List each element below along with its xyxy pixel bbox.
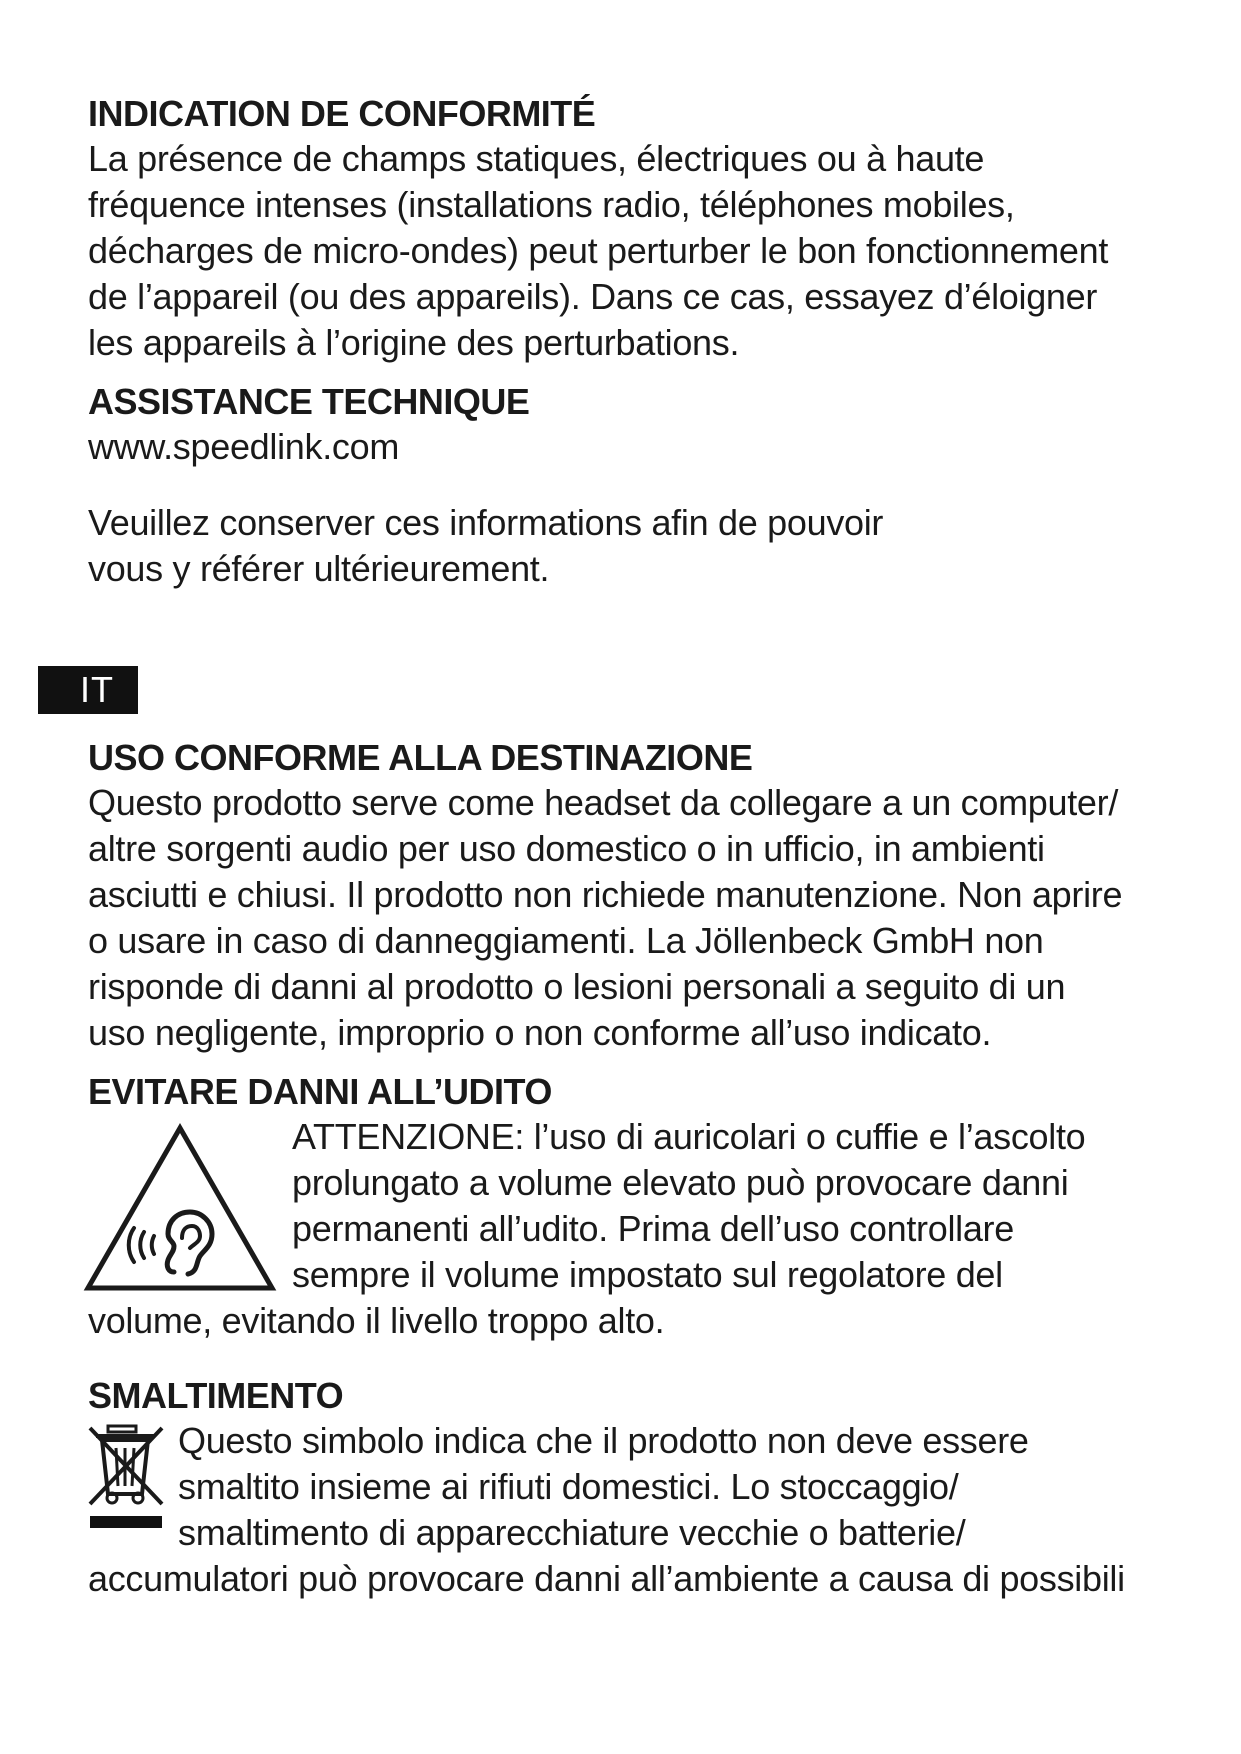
text-line: Questo simbolo indica che il prodotto non deve essere: [178, 1420, 1029, 1461]
text-line: risponde di danni al prodotto o lesioni personali a seguito di un: [88, 966, 1066, 1007]
text-line: smaltimento di apparecchiature vecchie o batterie/: [178, 1512, 966, 1553]
text-line: vous y référer ultérieurement.: [88, 548, 550, 589]
text-line: uso negligente, improprio o non conforme all’uso indicato.: [88, 1012, 992, 1053]
language-badge-it: IT: [38, 666, 138, 714]
hearing-block: [88, 1114, 1178, 1344]
text-line: asciutti e chiusi. Il prodotto non richiede manutenzione. Non aprire: [88, 874, 1123, 915]
conformity-text: [88, 136, 1178, 366]
support-note: [88, 500, 1178, 592]
text-line: accumulatori può provocare danni all’ambiente a causa di possibili: [88, 1558, 1125, 1599]
text-line: smaltito insieme ai rifiuti domestici. Lo stoccaggio/: [178, 1466, 959, 1507]
text-line: ATTENZIONE: l’uso di auricolari o cuffie e l’ascolto: [292, 1116, 1086, 1157]
text-line: sempre il volume impostato sul regolatore del: [292, 1254, 1003, 1295]
hearing-warning-icon: [82, 1122, 278, 1294]
text-line: les appareils à l’origine des perturbations.: [88, 322, 740, 363]
disposal-full-text: [88, 1556, 1178, 1602]
italian-section: [88, 736, 1178, 1602]
hearing-heading: EVITARE DANNI ALL’UDITO: [88, 1071, 552, 1112]
disposal-indented-text: [88, 1418, 1178, 1556]
support-heading: ASSISTANCE TECHNIQUE: [88, 381, 530, 422]
text-line: Questo prodotto serve come headset da collegare a un computer/: [88, 782, 1119, 823]
support-url: [88, 424, 1178, 470]
text-line: permanenti all’udito. Prima dell’uso controllare: [292, 1208, 1014, 1249]
text-line: décharges de micro-ondes) peut perturber le bon fonctionnement: [88, 230, 1109, 271]
hearing-full-text: [88, 1298, 1178, 1344]
disposal-heading: SMALTIMENTO: [88, 1375, 344, 1416]
text-line: o usare in caso di danneggiamenti. La Jöllenbeck GmbH non: [88, 920, 1044, 961]
crossed-bin-icon: [86, 1420, 166, 1530]
disposal-block: [88, 1418, 1178, 1602]
french-section: [88, 92, 1178, 592]
text-line: volume, evitando il livello troppo alto.: [88, 1300, 665, 1341]
support-link[interactable]: www.speedlink.com: [88, 426, 400, 467]
intended-use-heading: USO CONFORME ALLA DESTINAZIONE: [88, 737, 753, 778]
text-line: fréquence intenses (installations radio, téléphones mobiles,: [88, 184, 1015, 225]
text-line: Veuillez conserver ces informations afin de pouvoir: [88, 502, 884, 543]
intended-use-text: [88, 780, 1178, 1056]
text-line: de l’appareil (ou des appareils). Dans ce cas, essayez d’éloigner: [88, 276, 1098, 317]
conformity-heading: INDICATION DE CONFORMITÉ: [88, 93, 596, 134]
text-line: prolungato a volume elevato può provocare danni: [292, 1162, 1069, 1203]
text-line: La présence de champs statiques, électriques ou à haute: [88, 138, 985, 179]
text-line: altre sorgenti audio per uso domestico o in ufficio, in ambienti: [88, 828, 1045, 869]
